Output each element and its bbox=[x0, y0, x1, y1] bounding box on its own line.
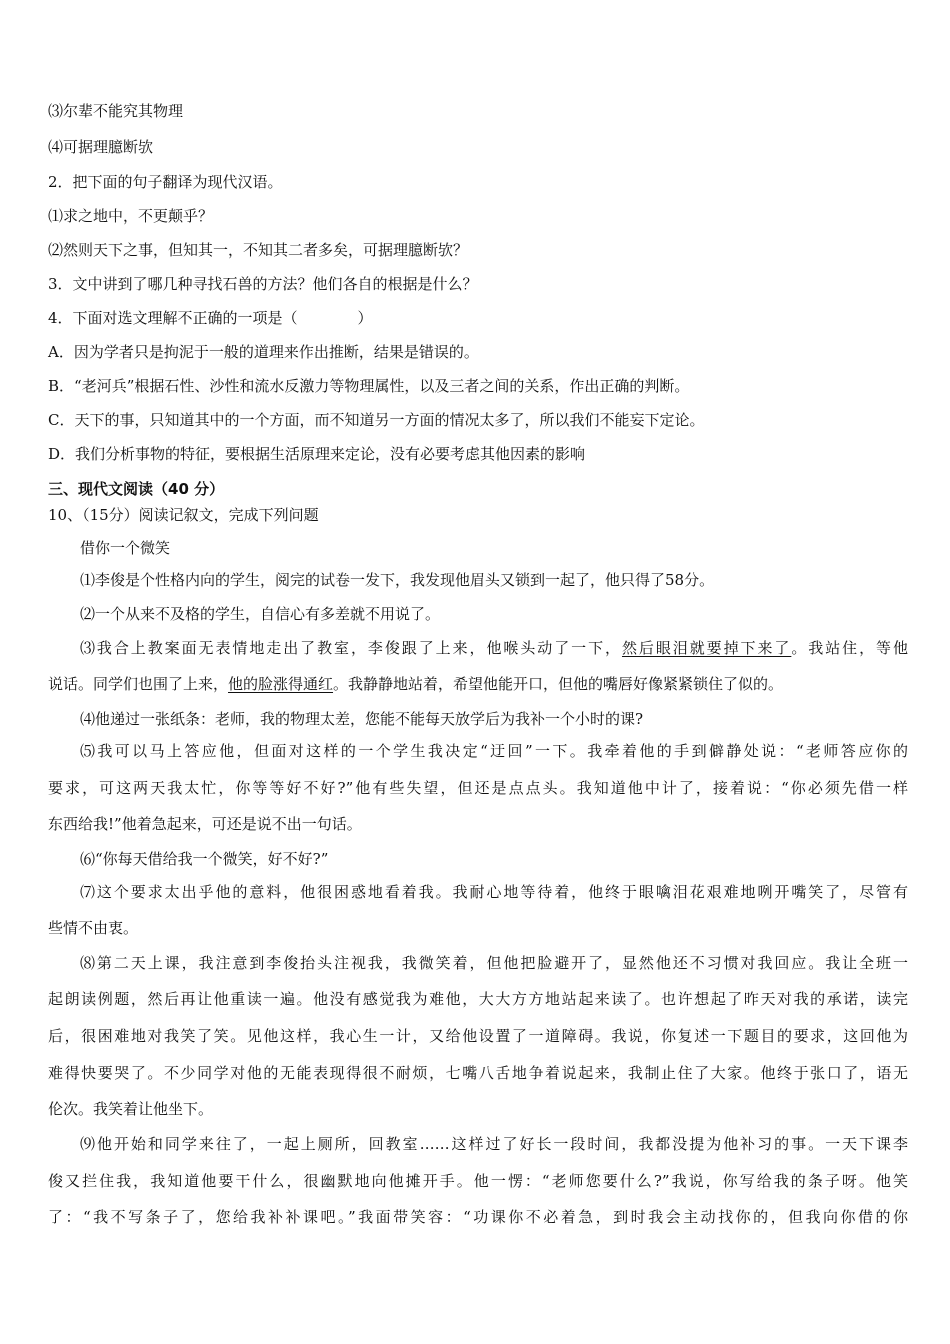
paragraph-5-line-3: 东西给我!”他着急起来，可还是说不出一句话。 bbox=[48, 815, 362, 833]
option-d: D．我们分析事物的特征，要根据生活原理来定论，没有必要考虑其他因素的影响 bbox=[48, 445, 586, 463]
question-2-item-2: ⑵然则天下之事，但知其一，不知其二者多矣，可据理臆断欤？ bbox=[48, 241, 469, 259]
paragraph-9-line-2: 俊又拦住我，我知道他要干什么，很幽默地向他摊开手。他一愣：“老师您要什么?”我说，你写给我的条子呀。他笑 bbox=[48, 1172, 908, 1190]
paragraph-8-line-2: 起朗读例题，然后再让他重读一遍。他没有感觉我为难他，大大方方地站起来读了。也许想起了昨天对我的承诺，读完 bbox=[48, 990, 908, 1008]
paragraph-5-line-2: 要求，可这两天我太忙，你等等好不好?”他有些失望，但还是点点头。我知道他中计了，接着说：“你必须先借一样 bbox=[48, 779, 908, 797]
question-10-title: 10、（15分）阅读记叙文，完成下列问题 bbox=[48, 506, 319, 524]
paragraph-3-line-2: 说话。同学们也围了上来，他的脸涨得通红。我静静地站着，希望他能开口，但他的嘴唇好像紧紧锁住了似的。 bbox=[48, 675, 784, 693]
paragraph-1: ⑴李俊是个性格内向的学生，阅完的试卷一发下，我发现他眉头又锁到一起了，他只得了58分。 bbox=[80, 571, 715, 589]
question-1-item-3: ⑶尔辈不能究其物理 bbox=[48, 102, 184, 120]
question-2-title: 2．把下面的句子翻译为现代汉语。 bbox=[48, 173, 283, 191]
paragraph-7-line-1: ⑺这个要求太出乎他的意料，他很困惑地看着我。我耐心地等待着，他终于眼噙泪花艰难地咧开嘴笑了，尽管有 bbox=[80, 883, 908, 901]
paragraph-6: ⑹“你每天借给我一个微笑，好不好?” bbox=[80, 850, 329, 868]
paragraph-8-line-1: ⑻第二天上课，我注意到李俊抬头注视我，我微笑着，但他把脸避开了，显然他还不习惯对我回应。我让全班一 bbox=[80, 954, 908, 972]
question-4-title: 4．下面对选文理解不正确的一项是（ ） bbox=[48, 309, 373, 327]
question-2-item-1: ⑴求之地中，不更颠乎？ bbox=[48, 207, 214, 225]
paragraph-3-line-1: ⑶我合上教案面无表情地走出了教室，李俊跟了上来，他喉头动了一下，然后眼泪就要掉下来了。我站住，等他 bbox=[80, 639, 908, 657]
article-title: 借你一个微笑 bbox=[80, 539, 171, 557]
option-c: C．天下的事，只知道其中的一个方面，而不知道另一方面的情况太多了，所以我们不能妄下定论。 bbox=[48, 411, 705, 429]
paragraph-9-line-1: ⑼他开始和同学来往了，一起上厕所，回教室……这样过了好长一段时间，我都没提为他补习的事。一天下课李 bbox=[80, 1135, 908, 1153]
paragraph-8-line-3: 后，很困难地对我笑了笑。见他这样，我心生一计，又给他设置了一道障碍。我说，你复述一下题目的要求，这回他为 bbox=[48, 1027, 908, 1045]
paragraph-9-line-3: 了：“我不写条子了，您给我补补课吧。”我面带笑容：“功课你不必着急，到时我会主动找你的，但我向你借的你 bbox=[48, 1208, 908, 1226]
option-a: A．因为学者只是拘泥于一般的道理来作出推断，结果是错误的。 bbox=[48, 343, 479, 361]
paragraph-2: ⑵一个从来不及格的学生，自信心有多差就不用说了。 bbox=[80, 605, 441, 623]
underlined-sentence-1: 然后眼泪就要掉下来了 bbox=[621, 639, 792, 657]
question-1-item-4: ⑷可据理臆断欤 bbox=[48, 138, 154, 156]
paragraph-4: ⑷他递过一张纸条：老师，我的物理太差，您能不能每天放学后为我补一个小时的课? bbox=[80, 710, 644, 728]
paragraph-8-line-5: 伦次。我笑着让他坐下。 bbox=[48, 1100, 214, 1118]
section-heading: 三、现代文阅读（40 分） bbox=[48, 480, 225, 498]
question-3: 3．文中讲到了哪几种寻找石兽的方法？他们各自的根据是什么？ bbox=[48, 275, 478, 293]
paragraph-7-line-2: 些情不由衷。 bbox=[48, 919, 139, 937]
paragraph-5-line-1: ⑸我可以马上答应他，但面对这样的一个学生我决定“迂回”一下。我牵着他的手到僻静处说：“老师答应你的 bbox=[80, 742, 908, 760]
paragraph-8-line-4: 难得快要哭了。不少同学对他的无能表现得很不耐烦，七嘴八舌地争着说起来，我制止住了大家。他终于张口了，语无 bbox=[48, 1064, 908, 1082]
underlined-sentence-2: 他的脸涨得通红 bbox=[228, 675, 334, 693]
option-b: B．“老河兵”根据石性、沙性和流水反激力等物理属性，以及三者之间的关系，作出正确的判断。 bbox=[48, 377, 690, 395]
